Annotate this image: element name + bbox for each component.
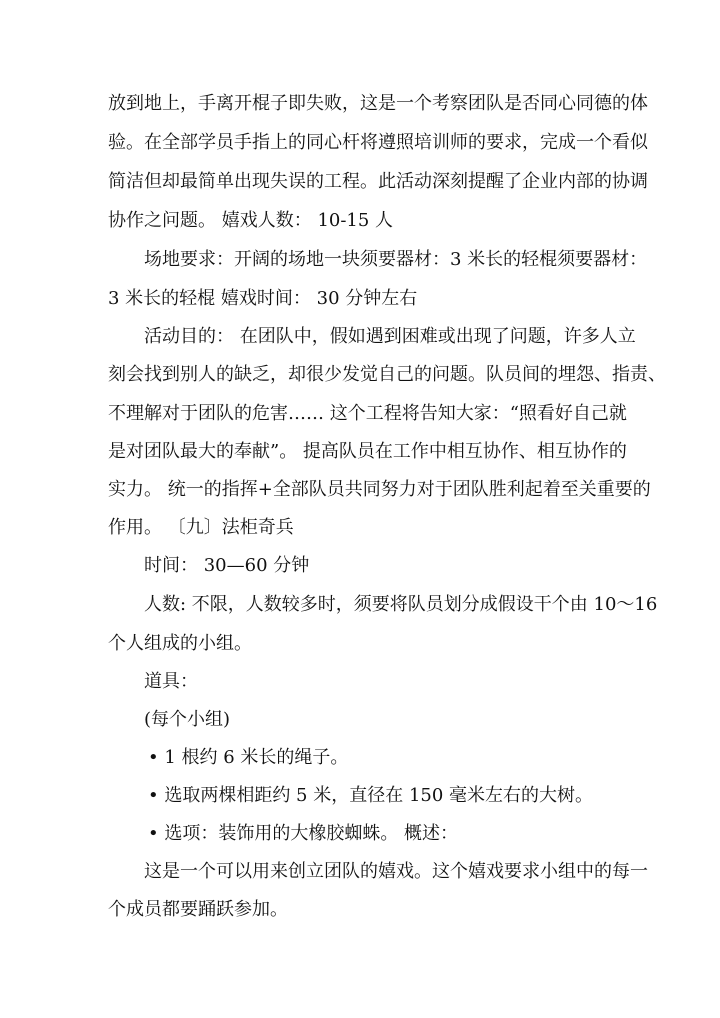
text-line: 不理解对于团队的危害…… 这个工程将告知大家：“照看好自己就 bbox=[108, 403, 627, 424]
text-line: 这是一个可以用来创立团队的嬉戏。这个嬉戏要求小组中的每一 bbox=[144, 861, 648, 882]
text-line: 个成员都要踊跃参加。 bbox=[108, 899, 288, 920]
text-line: 简洁但却最简单出现失误的工程。此活动深刻提醒了企业内部的协调 bbox=[108, 171, 648, 192]
text-line: 场地要求：开阔的场地一块须要器材：3 米长的轻棍须要器材： bbox=[144, 249, 648, 270]
text-line: 时间： 30—60 分钟 bbox=[144, 555, 310, 576]
text-line: 是对团队最大的奉献”。 提高队员在工作中相互协作、相互协作的 bbox=[108, 441, 627, 462]
text-line: 人数: 不限，人数较多时，须要将队员划分成假设干个由 10～16 bbox=[144, 594, 658, 615]
text-line: 验。在全部学员手指上的同心杆将遵照培训师的要求，完成一个看似 bbox=[108, 132, 648, 153]
list-item: • 1 根约 6 米长的绳子。 bbox=[148, 747, 349, 768]
text-line: 个人组成的小组。 bbox=[108, 633, 252, 654]
text-line: (每个小组) bbox=[144, 709, 231, 730]
text-line: 道具： bbox=[144, 671, 198, 692]
text-line: 协作之问题。 嬉戏人数： 10-15 人 bbox=[108, 210, 394, 231]
list-item: • 选取两棵相距约 5 米，直径在 150 毫米左右的大树。 bbox=[148, 785, 594, 806]
section-heading: 作用。 〔九〕法柜奇兵 bbox=[108, 517, 294, 538]
text-line: 活动目的： 在团队中，假如遇到困难或出现了问题，许多人立 bbox=[144, 326, 636, 347]
list-item: • 选项：装饰用的大橡胶蜘蛛。 概述： bbox=[148, 823, 459, 844]
text-line: 实力。 统一的指挥+全部队员共同努力对于团队胜利起着至关重要的 bbox=[108, 479, 651, 500]
text-line: 3 米长的轻棍 嬉戏时间： 30 分钟左右 bbox=[108, 288, 418, 309]
text-line: 放到地上，手离开棍子即失败，这是一个考察团队是否同心同德的体 bbox=[108, 93, 648, 114]
text-line: 刻会找到别人的缺乏，却很少发觉自己的问题。队员间的埋怨、指责、 bbox=[108, 364, 666, 385]
